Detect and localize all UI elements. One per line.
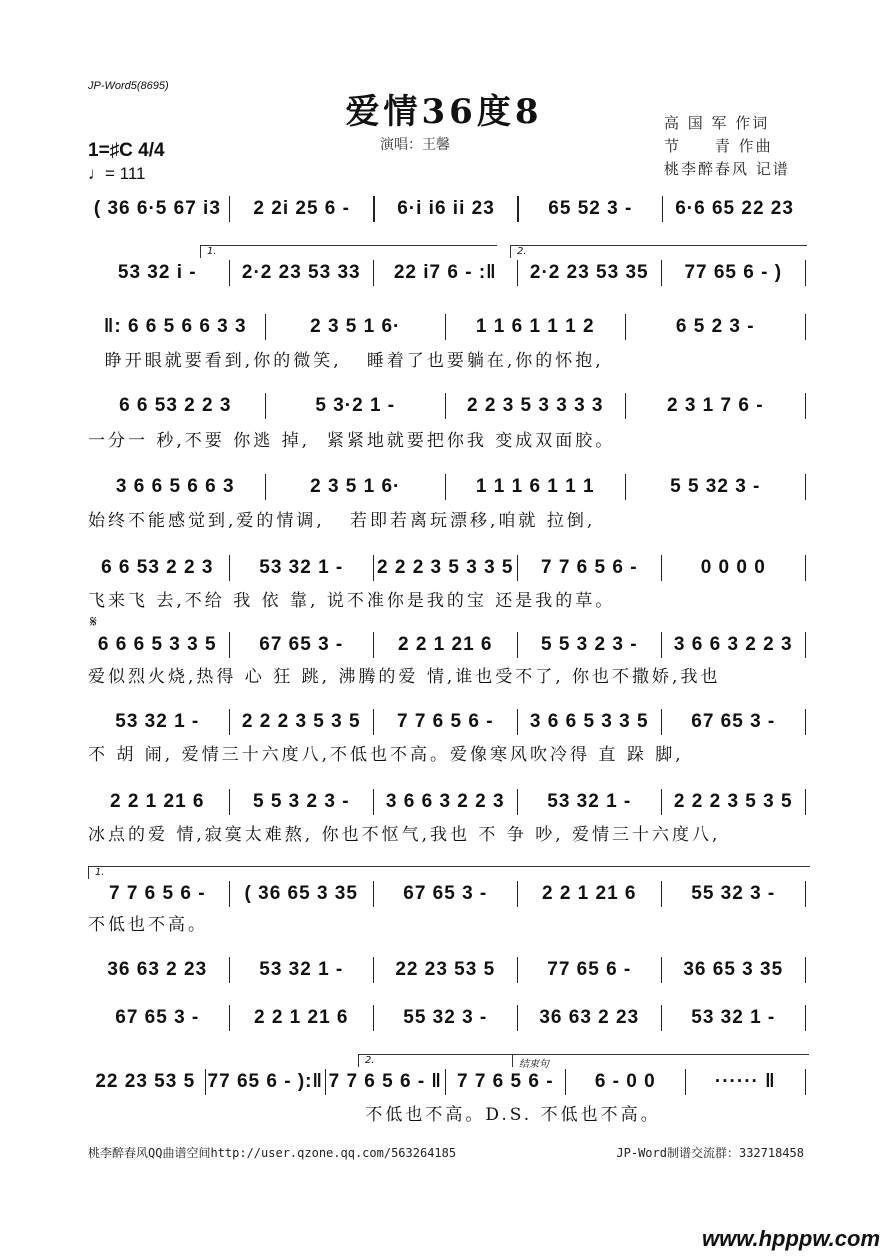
score-row — [86, 708, 806, 736]
bar-line — [805, 881, 807, 907]
measure: 2 3 5 1 6· — [310, 476, 401, 497]
measure: 2 2i 25 6 - — [253, 198, 350, 219]
measure: 2 2 1 21 6 — [253, 1007, 349, 1028]
bar-line — [805, 789, 807, 815]
measure: 53 32 i - — [117, 262, 197, 283]
footer-left: 桃李醉春风QQ曲谱空间http://user.qzone.qq.com/563264185 — [88, 1146, 457, 1160]
measure: 53 32 1 - — [259, 557, 344, 578]
bar-line — [805, 709, 807, 735]
score-row — [86, 392, 806, 420]
measure: 6 5 2 3 - — [675, 316, 755, 337]
measure: 22 23 53 5 — [95, 1071, 196, 1092]
measure: 2 2 1 21 6 — [397, 634, 493, 655]
score-row — [86, 1004, 806, 1032]
measure: 2 2 1 21 6 — [541, 883, 637, 904]
measure: 2·2 23 53 33 — [241, 262, 361, 283]
key-signature: 1=♯C 4/4 — [88, 140, 165, 161]
footer-right: JP-Word制谱交流群：332718458 — [616, 1146, 804, 1160]
lyrics-line: 冰点的爱 情,寂寞太难熬, 你也不怄气,我也 不 争 吵, 爱情三十六度八, — [88, 825, 721, 845]
measure: 2·2 23 53 35 — [529, 262, 649, 283]
volta-bracket: 1. — [200, 245, 497, 258]
lyrics-line: 不低也不高。D.S. 不低也不高。 — [88, 1105, 661, 1125]
bar-line — [805, 1005, 807, 1031]
measure: 7 7 6 5 6 - ‖ — [328, 1071, 442, 1092]
volta-bracket: 2. — [358, 1054, 515, 1067]
measure: 77 65 6 - — [547, 959, 632, 980]
measure: 6 6 6 5 3 3 5 — [97, 634, 217, 655]
composer: 节 青 作曲 — [664, 137, 773, 155]
measure: 5 5 32 3 - — [670, 476, 761, 497]
lyrics-line: 不 胡 闹, 爱情三十六度八,不低也不高。爱像寒风吹冷得 直 跺 脚, — [88, 745, 684, 765]
score-row — [86, 554, 806, 582]
credits — [664, 112, 790, 181]
measure: 5 5 3 2 3 - — [540, 634, 638, 655]
measure: 2 2 2 3 5 3 3 5 — [377, 557, 514, 578]
lyrics-line: 一分一 秒,不要 你逃 掉, 紧紧地就要把你我 变成双面胶。 — [88, 431, 616, 451]
measure: 36 65 3 35 — [683, 959, 784, 980]
score-row — [86, 631, 806, 659]
measure: 36 63 2 23 — [107, 959, 208, 980]
score-row — [86, 259, 806, 287]
score-row — [86, 788, 806, 816]
measure: 7 7 6 5 6 - — [456, 1071, 554, 1092]
measure: 2 2 1 21 6 — [109, 791, 205, 812]
measure: 53 32 1 - — [547, 791, 632, 812]
lyrics-line: 飞来飞 去,不给 我 依 靠, 说不准你是我的宝 还是我的草。 — [88, 591, 616, 611]
measure: ······ ‖ — [714, 1071, 776, 1092]
measure: 2 2 2 3 5 3 5 — [673, 791, 793, 812]
measure: 2 3 5 1 6· — [310, 316, 401, 337]
measure: 1 1 6 1 1 1 2 — [475, 316, 595, 337]
score-row — [86, 956, 806, 984]
measure: 7 7 6 5 6 - — [540, 557, 638, 578]
lyrics-line: 睁开眼就要看到,你的微笑, 睡着了也要躺在,你的怀抱, — [88, 351, 604, 371]
bar-line — [805, 393, 807, 419]
bar-line — [805, 314, 807, 340]
measure: 5 3·2 1 - — [315, 395, 396, 416]
volta-bracket: 结束句 — [512, 1054, 809, 1067]
bar-line — [805, 260, 807, 286]
measure: 2 3 1 7 6 - — [666, 395, 764, 416]
measure: 3 6 6 5 3 3 5 — [529, 711, 649, 732]
measure: 36 63 2 23 — [539, 1007, 640, 1028]
volta-bracket: 1. — [88, 866, 810, 879]
song-title: 爱情36度8 — [345, 92, 543, 132]
measure: 53 32 1 - — [259, 959, 344, 980]
watermark: www.hpppw.com — [701, 1226, 880, 1251]
measure: 55 32 3 - — [403, 1007, 488, 1028]
bar-line — [805, 957, 807, 983]
measure: 77 65 6 - ):‖ — [207, 1071, 323, 1092]
bar-line — [805, 555, 807, 581]
measure: 6 6 53 2 2 3 — [101, 557, 214, 578]
bar-line — [805, 474, 807, 500]
measure: ( 36 6·5 67 i3 — [93, 198, 221, 219]
tempo: ♩= 111 — [88, 164, 146, 183]
measure: 2 2 2 3 5 3 5 — [241, 711, 361, 732]
singer: 演唱：王馨 — [380, 137, 450, 153]
measure: 77 65 6 - ) — [684, 262, 783, 283]
bar-line — [805, 1069, 807, 1095]
measure: 65 52 3 - — [548, 198, 633, 219]
measure: 7 7 6 5 6 - — [396, 711, 494, 732]
measure: 22 23 53 5 — [395, 959, 496, 980]
score-row — [86, 880, 806, 908]
lyrics-line: 始终不能感觉到,爱的情调, 若即若离玩漂移,咱就 拉倒, — [88, 511, 596, 531]
measure: 3 6 6 3 2 2 3 — [673, 634, 793, 655]
measure: 2 2 3 5 3 3 3 3 — [467, 395, 604, 416]
measure: 6 - 0 0 — [594, 1071, 656, 1092]
measure: 7 7 6 5 6 - — [108, 883, 206, 904]
measure: 1 1 1 6 1 1 1 — [475, 476, 595, 497]
transcriber: 桃李醉春风 记谱 — [664, 160, 790, 178]
measure: 53 32 1 - — [691, 1007, 776, 1028]
measure: 3 6 6 3 2 2 3 — [385, 791, 505, 812]
measure: 67 65 3 - — [115, 1007, 200, 1028]
lyrics-line: 不低也不高。 — [88, 915, 208, 935]
software-label: JP-Word5(8695) — [88, 80, 169, 92]
measure: ( 36 65 3 35 — [244, 883, 358, 904]
measure: 3 6 6 5 6 6 3 — [115, 476, 235, 497]
score-row — [86, 195, 806, 223]
score-row — [86, 473, 806, 501]
measure: 5 5 3 2 3 - — [252, 791, 350, 812]
measure: 0 0 0 0 — [700, 557, 766, 578]
measure: 22 i7 6 - :‖ — [393, 262, 497, 283]
measure: 53 32 1 - — [115, 711, 200, 732]
measure: 67 65 3 - — [691, 711, 776, 732]
measure: 55 32 3 - — [691, 883, 776, 904]
measure: 67 65 3 - — [259, 634, 344, 655]
score-row — [86, 313, 806, 341]
bar-line — [805, 632, 807, 658]
measure: ‖: 6 6 5 6 6 3 3 — [103, 316, 247, 337]
lyricist: 高 国 军 作词 — [664, 114, 770, 132]
measure: 6·i i6 ii 23 — [397, 198, 495, 219]
measure: 67 65 3 - — [403, 883, 488, 904]
segno-sign: 𝄋 — [90, 612, 97, 631]
measure: 6·6 65 22 23 — [675, 198, 794, 219]
score-row — [86, 1068, 806, 1096]
volta-bracket: 2. — [510, 245, 807, 258]
lyrics-line: 爱似烈火烧,热得 心 狂 跳, 沸腾的爱 情,谁也受不了, 你也不撒娇,我也 — [88, 667, 721, 687]
measure: 6 6 53 2 2 3 — [119, 395, 232, 416]
